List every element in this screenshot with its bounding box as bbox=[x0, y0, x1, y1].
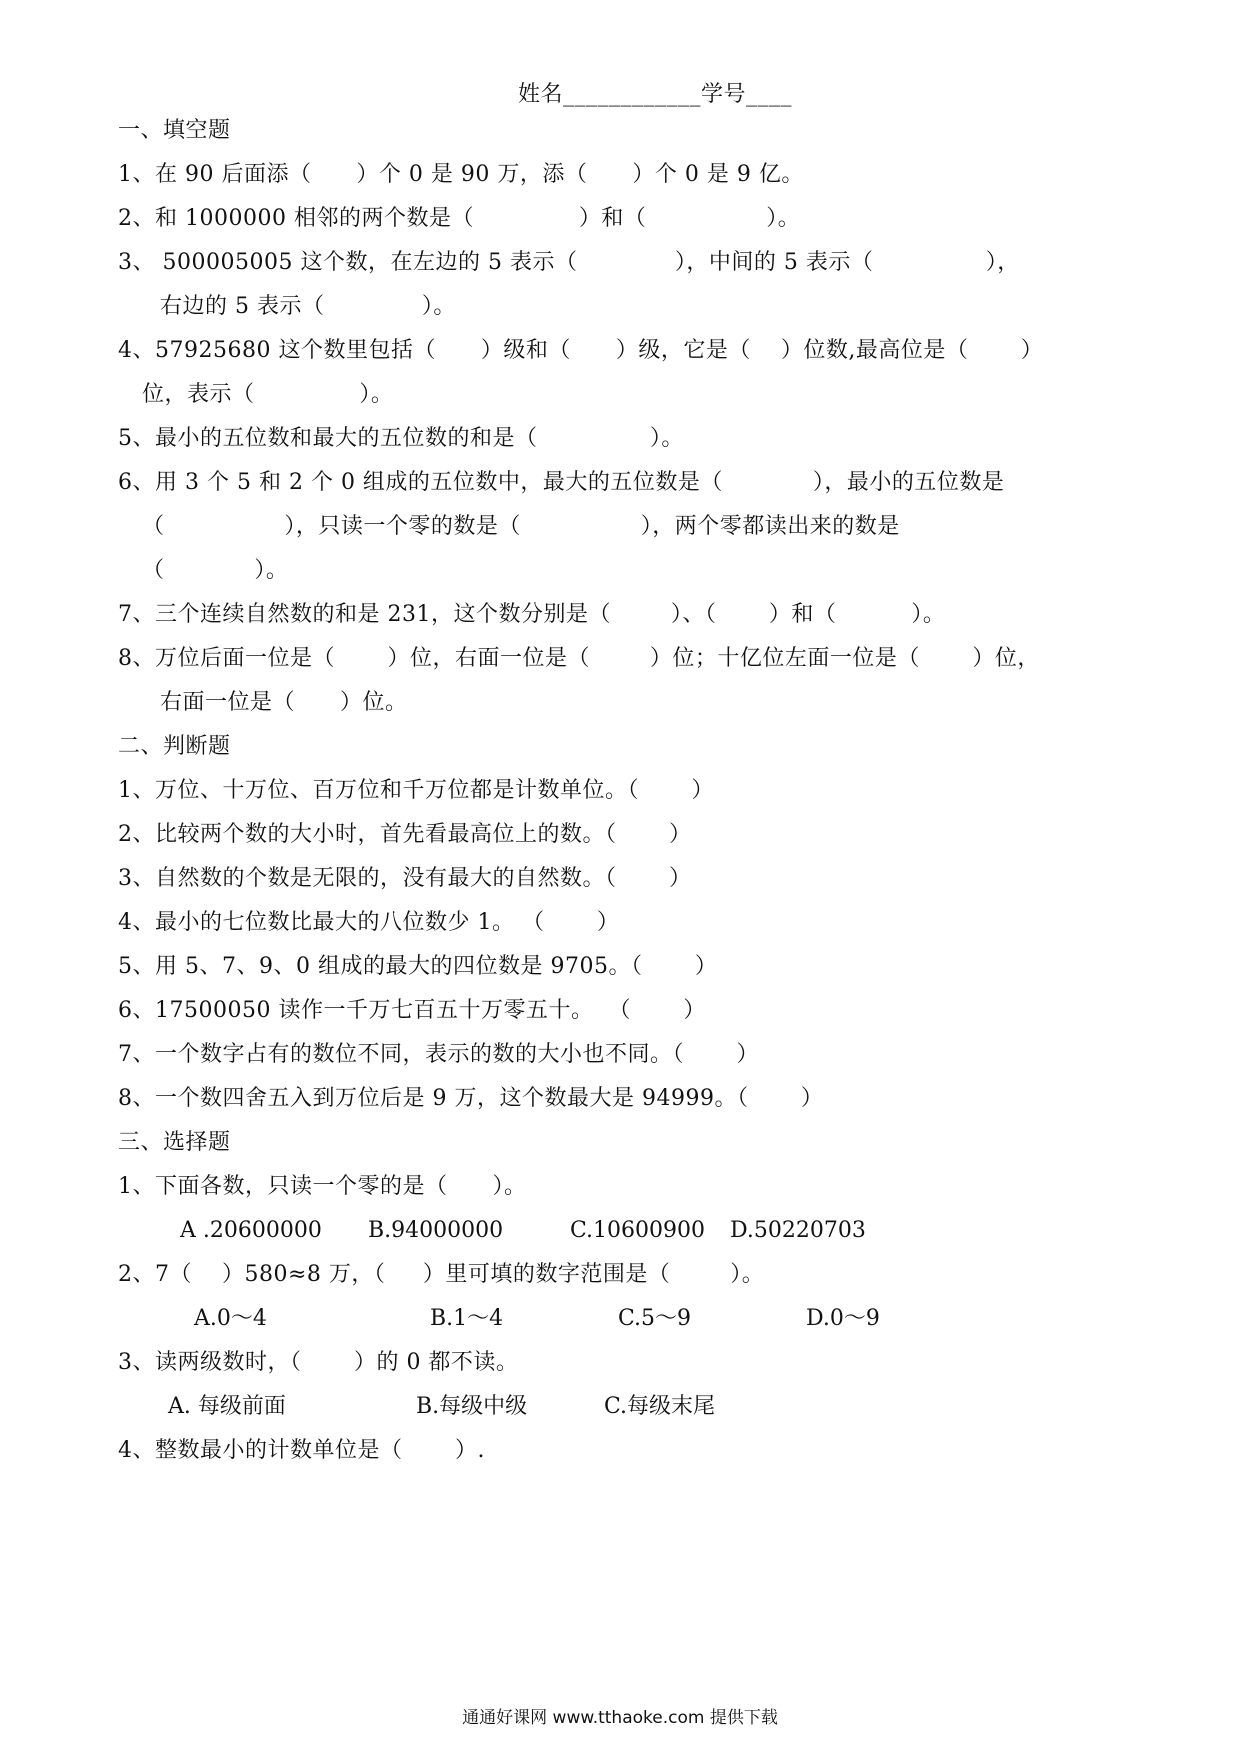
fill-question-7: 7、三个连续自然数的和是 231，这个数分别是（ ）、（ ）和（ ）。 bbox=[118, 602, 946, 627]
choice-2-option-d: D.0～9 bbox=[806, 1306, 880, 1331]
fill-question-4-continued: 位，表示（ ）。 bbox=[142, 382, 394, 407]
footer-source-note: 通通好课网 www.tthaoke.com 提供下载 bbox=[462, 1708, 778, 1728]
choice-1-option-c: C.10600900 bbox=[570, 1218, 706, 1243]
section-title-fill-in: 一、填空题 bbox=[118, 118, 231, 143]
judge-question-5: 5、用 5、7、9、0 组成的最大的四位数是 9705。（ ） bbox=[118, 954, 718, 979]
judge-question-8: 8、一个数四舍五入到万位后是 9 万，这个数最大是 94999。（ ） bbox=[118, 1086, 824, 1111]
judge-question-7: 7、一个数字占有的数位不同，表示的数的大小也不同。（ ） bbox=[118, 1042, 759, 1067]
choice-2-option-a: A.0～4 bbox=[194, 1306, 267, 1331]
choice-1-option-b: B.94000000 bbox=[368, 1218, 504, 1243]
judge-question-2: 2、比较两个数的大小时，首先看最高位上的数。（ ） bbox=[118, 822, 692, 847]
choice-3-option-b: B.每级中级 bbox=[416, 1394, 528, 1419]
choice-2-option-b: B.1～4 bbox=[430, 1306, 504, 1331]
fill-question-3: 3、 500005005 这个数，在左边的 5 表示（ ），中间的 5 表示（ ）， bbox=[118, 250, 1020, 275]
fill-question-3-continued: 右边的 5 表示（ ）。 bbox=[160, 294, 456, 319]
fill-question-1: 1、在 90 后面添（ ）个 0 是 90 万，添（ ）个 0 是 9 亿。 bbox=[118, 162, 804, 187]
judge-question-3: 3、自然数的个数是无限的，没有最大的自然数。（ ） bbox=[118, 866, 692, 891]
choice-2-option-c: C.5～9 bbox=[618, 1306, 692, 1331]
fill-question-8: 8、万位后面一位是（ ）位，右面一位是（ ）位；十亿位左面一位是（ ）位， bbox=[118, 646, 1040, 671]
fill-question-5: 5、最小的五位数和最大的五位数的和是（ ）。 bbox=[118, 426, 684, 451]
judge-question-4: 4、最小的七位数比最大的八位数少 1。 （ ） bbox=[118, 910, 620, 935]
fill-question-6-continued-2: （ ）。 bbox=[142, 558, 289, 583]
fill-question-6-continued-1: （ ），只读一个零的数是（ ），两个零都读出来的数是 bbox=[142, 514, 900, 539]
fill-question-2: 2、和 1000000 相邻的两个数是（ ）和（ ）。 bbox=[118, 206, 801, 231]
section-title-multiple-choice: 三、选择题 bbox=[118, 1130, 231, 1155]
name-student-id-line: 姓名____________学号____ bbox=[518, 82, 793, 107]
choice-1-option-d: D.50220703 bbox=[730, 1218, 866, 1243]
choice-3-option-c: C.每级末尾 bbox=[604, 1394, 716, 1419]
section-title-true-false: 二、判断题 bbox=[118, 734, 231, 759]
choice-question-4: 4、整数最小的计数单位是（ ）. bbox=[118, 1438, 485, 1463]
choice-question-1: 1、下面各数，只读一个零的是（ ）。 bbox=[118, 1174, 527, 1199]
choice-3-option-a: A. 每级前面 bbox=[168, 1394, 286, 1419]
judge-question-6: 6、17500050 读作一千万七百五十万零五十。 （ ） bbox=[118, 998, 706, 1023]
fill-question-4: 4、57925680 这个数里包括（ ）级和（ ）级，它是（ ）位数,最高位是（ ） bbox=[118, 338, 1044, 363]
fill-question-8-continued: 右面一位是（ ）位。 bbox=[160, 690, 408, 715]
judge-question-1: 1、万位、十万位、百万位和千万位都是计数单位。（ ） bbox=[118, 778, 714, 803]
fill-question-6: 6、用 3 个 5 和 2 个 0 组成的五位数中，最大的五位数是（ ），最小的五位数是 bbox=[118, 470, 1005, 495]
choice-1-option-a: A .20600000 bbox=[180, 1218, 322, 1243]
choice-question-3: 3、读两级数时，（ ）的 0 都不读。 bbox=[118, 1350, 519, 1375]
choice-question-2: 2、7（ ）580≈8 万，（ ）里可填的数字范围是（ ）。 bbox=[118, 1262, 765, 1287]
